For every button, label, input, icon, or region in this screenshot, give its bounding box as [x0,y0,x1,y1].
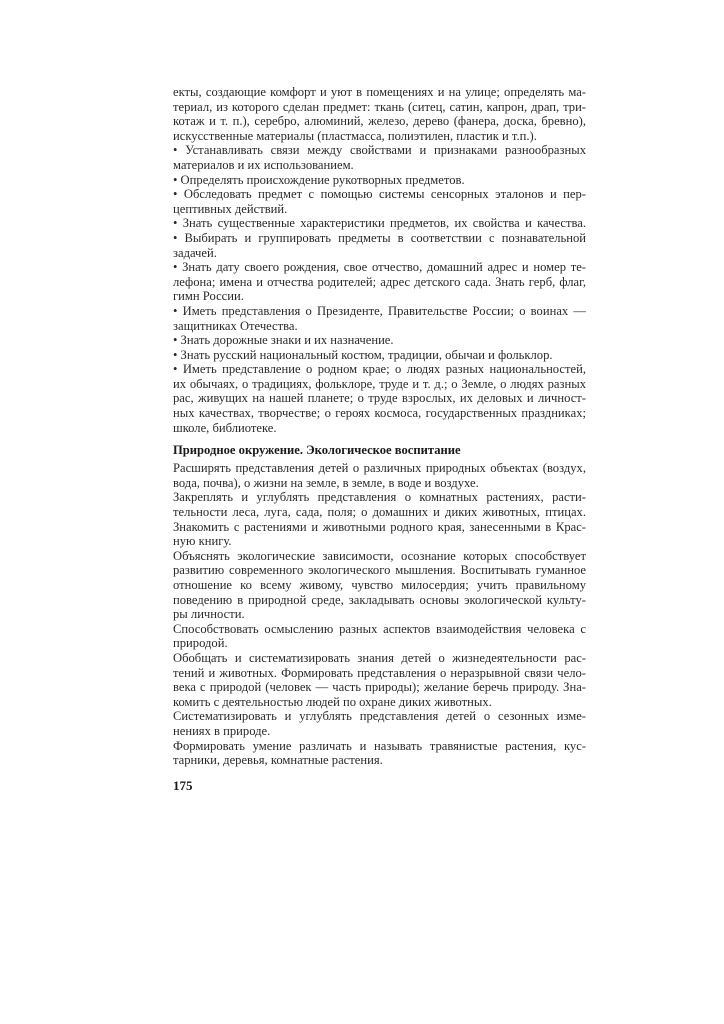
text-line: Закреплять и углублять представления о комнатных растениях, расти- [173,490,586,505]
text-line: школе, библиотеке. [173,420,277,435]
text-line: лефона; имена и отчества родителей; адрес детского сада. Знать герб, флаг, [173,274,586,289]
text-line: материалов и их использованием. [173,157,354,172]
bullet-line: • Иметь представления о Президенте, Правительстве России; о воинах — [173,303,586,318]
text-line: Способствовать осмыслению разных аспектов взаимодействия человека с [173,621,586,636]
text-line: ную книгу. [173,534,232,549]
text-line: природой. [173,636,228,651]
text-line: развитию современного экологического мышления. Воспитывать гуманное [173,563,586,578]
text-block-2 [173,461,586,767]
text-line: котаж и т. п.), серебро, алюминий, железо, дерево (фанера, доска, бревно), [173,114,586,129]
section-gap [173,435,586,443]
text-line: защитниках Отечества. [173,318,298,333]
text-line: тений и животных. Формировать представления о неразрывной связи чело- [173,665,586,680]
text-line: екты, создающие комфорт и уют в помещениях и на улице; определять ма- [173,85,586,99]
bullet-line: • Знать дорожные знаки и их назначение. [173,333,394,348]
text-line: искусственные материалы (пластмасса, полиэтилен, пластик и т.п.). [173,128,537,143]
bullet-line: • Иметь представление о родном крае; о людях разных национальностей, [173,362,586,377]
bullet-line: • Устанавливать связи между свойствами и признаками разнообразных [173,143,586,158]
bullet-line: • Выбирать и группировать предметы в соответствии с познавательной [173,230,586,245]
text-line: задачей. [173,245,217,260]
text-line: рас, живущих на нашей планете; о труде взрослых, их деловых и личност- [173,391,586,406]
text-line: Знакомить с растениями и животными родного края, занесенными в Крас- [173,519,586,534]
text-line: поведению в природной среде, закладывать основы экологической культу- [173,592,586,607]
text-line: отношение ко всему живому, чувство милосердия; учить правильному [173,578,586,592]
page-number: 175 [173,777,193,793]
text-line: Объяснять экологические зависимости, осознание которых способствует [173,548,586,563]
text-line: Обобщать и систематизировать знания детей о жизнедеятельности рас- [173,650,586,665]
text-line: Расширять представления детей о различных природных объектах (воздух, [173,461,586,476]
text-line: цептивных действий. [173,201,288,216]
text-line: комить с деятельностью людей по охране диких животных. [173,694,492,709]
bullet-line: • Знать дату своего рождения, свое отчество, домашний адрес и номер те- [173,260,586,275]
bullet-line: • Знать существенные характеристики предметов, их свойства и качества. [173,216,586,231]
text-line: тельности леса, луга, сада, поля; о домашних и диких животных, птицах. [173,505,586,520]
text-line: тарники, деревья, комнатные растения. [173,753,383,768]
text-line: ры личности. [173,607,245,622]
text-line: териал, из которого сделан предмет: ткань (ситец, сатин, капрон, драп, три- [173,99,586,114]
text-line: Систематизировать и углублять представления детей о сезонных изме- [173,709,586,724]
text-line: вода, почва), о жизни на земле, в земле, в воде и воздухе. [173,475,479,490]
text-block-1 [173,85,586,435]
document-page [173,85,586,794]
text-line: гимн России. [173,289,244,304]
bullet-line: • Знать русский национальный костюм, традиции, обычаи и фольклор. [173,347,553,362]
text-line: их обычаях, о традициях, фольклоре, труде и т. д.; о Земле, о людях разных [173,376,586,391]
text-line: Формировать умение различать и называть травянистые растения, кус- [173,738,586,753]
bullet-line: • Определять происхождение рукотворных предметов. [173,172,465,187]
bullet-line: • Обследовать предмет с помощью системы сенсорных эталонов и пер- [173,187,586,202]
text-line: нениях в природе. [173,723,271,738]
section-heading: Природное окружение. Экологическое воспитание [173,443,461,458]
text-line: века с природой (человек — часть природы); желание беречь природу. Зна- [173,680,586,695]
text-line: ных качествах, творчестве; о героях космоса, государственных праздниках; [173,406,586,421]
